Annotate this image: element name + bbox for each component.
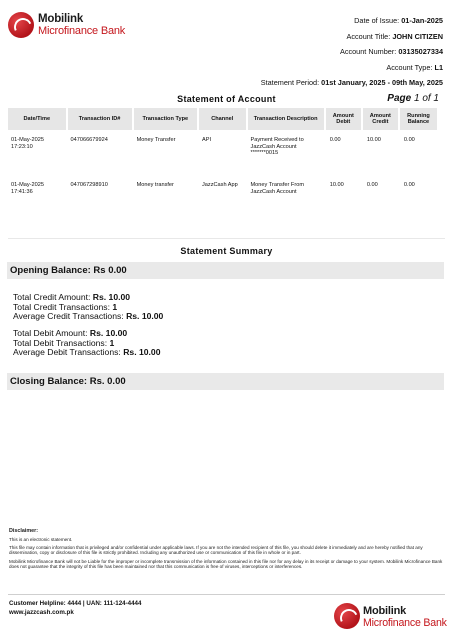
cell-debit: 10.00 bbox=[329, 182, 344, 188]
account-title: JOHN CITIZEN bbox=[392, 31, 443, 41]
col-header-credit: Amount Credit bbox=[363, 108, 398, 130]
col-header-description: Transaction Description bbox=[248, 108, 324, 130]
col-header-channel: Channel bbox=[199, 108, 246, 130]
account-meta bbox=[261, 13, 443, 91]
opening-balance-bar bbox=[7, 262, 444, 279]
bank-logo-icon bbox=[8, 12, 34, 38]
date-of-issue-row: Date of Issue: 01-Jan-2025 bbox=[354, 16, 443, 25]
total-credit-transactions: 1 bbox=[112, 301, 118, 312]
brand-line2: Microfinance Bank bbox=[38, 25, 126, 37]
credit-totals: Total Credit Amount: Rs. 10.00 Total Credit Transactions: 1 Average Credit Transactions: Rs. 10.00 bbox=[13, 292, 164, 322]
total-credit-amount: Rs. 10.00 bbox=[92, 292, 131, 302]
cell-txn-type: Money transfer bbox=[136, 182, 174, 188]
cell-txn-type: Money Transfer bbox=[136, 137, 176, 143]
divider bbox=[8, 238, 445, 239]
statement-title: Statement of Account bbox=[177, 94, 276, 104]
transactions-table bbox=[6, 108, 439, 220]
summary-title: Statement Summary bbox=[180, 246, 273, 256]
cell-datetime: 01-May-2025 17:41:36 bbox=[11, 182, 44, 195]
cell-balance: 0.00 bbox=[403, 137, 415, 143]
cell-txn-id: 047067298910 bbox=[70, 182, 108, 188]
footer-brand-line1: Mobilink bbox=[363, 605, 407, 617]
cell-balance: 0.00 bbox=[403, 182, 415, 188]
closing-balance-label: Closing Balance: bbox=[10, 376, 88, 387]
table-row bbox=[8, 130, 437, 175]
col-header-debit: Amount Debit bbox=[326, 108, 361, 130]
closing-balance-value: Rs. 0.00 bbox=[89, 376, 126, 387]
average-debit: Rs. 10.00 bbox=[123, 347, 161, 358]
cell-debit: 0.00 bbox=[329, 137, 341, 143]
customer-helpline: Customer Helpline: 4444 | UAN: 111-124-4444 bbox=[9, 600, 142, 607]
statement-period: 01st January, 2025 - 09th May, 2025 bbox=[321, 78, 443, 87]
opening-balance-label: Opening Balance: bbox=[10, 265, 91, 276]
cell-description: Payment Received to JazzCash Account *******0015 bbox=[250, 137, 304, 156]
date-of-issue: 01-Jan-2025 bbox=[401, 16, 443, 25]
cell-credit: 10.00 bbox=[366, 137, 381, 143]
account-title-row: Account Title: JOHN CITIZEN bbox=[346, 31, 443, 41]
footer-bank-logo bbox=[334, 603, 449, 633]
cell-txn-id: 047066679924 bbox=[70, 137, 108, 143]
disclaimer-title: Disclaimer: bbox=[9, 528, 39, 534]
footer-bank-logo-icon bbox=[334, 603, 360, 629]
disclaimer-p2: This file may contain information that is privileged and/or confidential under applicable laws. If you are not the intended recipient of this file, you should delete it immediately and are hereby notified that any dissemination, copy or disclosure of this file is strictly prohibited. Including any unauthorized use or communication of this file in whole or in part. bbox=[9, 544, 423, 556]
cell-credit: 0.00 bbox=[366, 182, 378, 188]
col-header-balance: Running Balance bbox=[400, 108, 437, 130]
disclaimer-p3: Mobilink Microfinance Bank will not be Liable for the improper or incomplete transmission of the information contained in this file nor for any delay in its receipt or damage to your system. Mobilink Microfinance Bank does not guarantee that the integrity of this file has been maintained nor that this communication is free of viruses, interceptions or interferences. bbox=[9, 558, 443, 570]
disclaimer-p1: This is an electronic statement. bbox=[9, 536, 73, 542]
account-number: 03135027334 bbox=[398, 47, 443, 56]
debit-totals: Total Debit Amount: Rs. 10.00 Total Debit Transactions: 1 Average Debit Transactions: Rs. 10.00 bbox=[13, 328, 161, 358]
bank-logo bbox=[8, 12, 138, 44]
table-header-row bbox=[8, 108, 437, 130]
closing-balance-bar bbox=[7, 373, 444, 390]
table-row bbox=[8, 175, 437, 220]
account-type: L1 bbox=[434, 62, 443, 72]
average-credit: Rs. 10.00 bbox=[126, 311, 164, 322]
statement-period-row: Statement Period: 01st January, 2025 - 09th May, 2025 bbox=[260, 78, 443, 87]
brand-line1: Mobilink bbox=[38, 13, 84, 25]
total-debit-transactions: 1 bbox=[109, 337, 115, 348]
cell-description: Money Transfer From JazzCash Account bbox=[250, 182, 304, 195]
col-header-txn-id: Transaction ID# bbox=[68, 108, 132, 130]
disclaimer bbox=[9, 529, 445, 572]
col-header-txn-type: Transaction Type bbox=[134, 108, 197, 130]
account-number-row: Account Number: 03135027334 bbox=[339, 47, 443, 56]
cell-channel: JazzCash App bbox=[202, 182, 238, 188]
website-link[interactable]: www.jazzcash.com.pk bbox=[9, 608, 74, 616]
total-debit-amount: Rs. 10.00 bbox=[89, 328, 128, 338]
cell-datetime: 01-May-2025 17:23:10 bbox=[11, 137, 44, 150]
account-type-row: Account Type: L1 bbox=[386, 62, 443, 72]
footer-divider bbox=[8, 594, 445, 595]
footer-contact bbox=[9, 600, 141, 617]
opening-balance-value: Rs 0.00 bbox=[93, 265, 127, 276]
col-header-datetime: Date/Time bbox=[8, 108, 66, 130]
cell-channel: API bbox=[202, 137, 212, 143]
page-number: Page 1 of 1 bbox=[387, 93, 439, 104]
footer-brand-line2: Microfinance Bank bbox=[363, 617, 447, 629]
